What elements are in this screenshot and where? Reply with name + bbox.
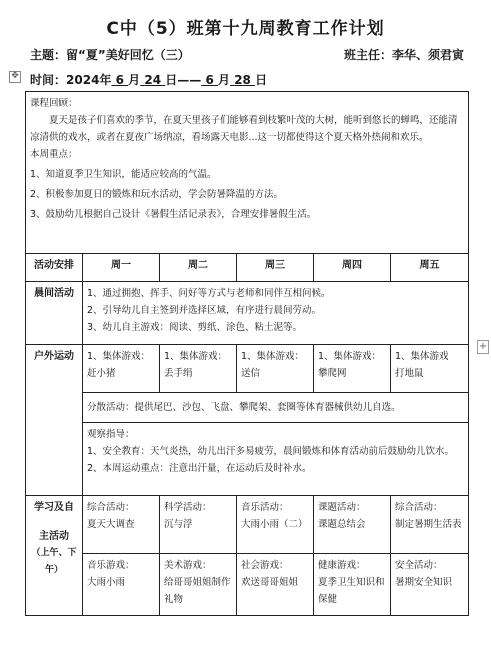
game-name: 送信	[241, 368, 261, 379]
review-text: 夏天是孩子们喜欢的季节，在夏天里孩子们能够看到枝繁叶茂的大树，能听到悠长的蝉鸣，还能清凉清供的戏水，或者在夏夜广场纳凉，看场露天电影...这一切都使得这个夏天格外热闹和欢乐。	[30, 115, 458, 143]
add-column-icon[interactable]: +	[478, 341, 488, 352]
activity-name: 暑期安全知识	[395, 577, 453, 588]
game-name: 丢手绢	[164, 368, 193, 379]
intro-cell	[26, 92, 469, 254]
col-thursday: 周四	[314, 254, 391, 282]
outdoor-guide-row	[26, 423, 469, 496]
time-line	[30, 71, 267, 88]
outdoor-game-mon	[83, 345, 160, 393]
guide-line-2: 2、本周运动重点：注意出汗量，在运动后及时补水。	[87, 463, 312, 474]
morning-content	[83, 282, 469, 345]
focus-item-2: 2、积极参加夏日的锻炼和玩水活动，学会防暑降温的方法。	[30, 189, 284, 200]
activity-name: 制定暑期生活表	[395, 519, 462, 530]
focus-title: 本周重点：	[30, 149, 78, 160]
study-fri-1	[391, 496, 469, 554]
focus-item-3: 3、鼓励幼儿根据自己设计《暑假生活记录表》，合理安排暑假生活。	[30, 209, 317, 220]
study-label	[26, 496, 83, 616]
time-month-start: 6	[115, 73, 124, 87]
activity-title: 美术游戏：	[164, 560, 212, 571]
game-title: 1、集体游戏：	[241, 351, 305, 362]
outdoor-game-wed	[237, 345, 314, 393]
activity-name: 大雨小雨（二）	[241, 519, 308, 530]
guide-title: 观察指导：	[87, 429, 135, 440]
game-name: 攀爬网	[318, 368, 347, 379]
study-row-2	[26, 554, 469, 616]
game-name: 打地鼠	[395, 368, 424, 379]
guide-line-1: 1、安全教育：天气炎热，幼儿出汗多易疲劳，晨间锻炼和体育活动前后鼓励幼儿饮水。	[87, 446, 455, 457]
activity-name: 夏季卫生知识和保健	[318, 577, 385, 605]
outdoor-scattered: 分散活动：提供尾巴、沙包、飞盘、攀爬架、套圈等体育器械供幼儿自选。	[83, 393, 469, 423]
time-label: 时间：	[30, 73, 67, 87]
time-day-start: 24	[144, 73, 162, 87]
activity-name: 沉与浮	[164, 519, 193, 530]
time-year: 2024年	[66, 73, 112, 87]
theme-label: 主题：	[30, 48, 67, 62]
game-title: 1、集体游戏：	[164, 351, 228, 362]
activity-title: 课题活动：	[318, 502, 366, 513]
outdoor-scattered-row	[26, 393, 469, 423]
study-label-line-2: 主活动	[39, 531, 69, 542]
morning-label: 晨间活动	[26, 282, 83, 345]
teacher-info	[344, 46, 464, 63]
outdoor-game-tue	[160, 345, 237, 393]
plan-table	[25, 91, 469, 616]
activity-name: 课题总结会	[318, 519, 366, 530]
time-separator: ——	[177, 73, 202, 87]
activity-name: 大雨小雨	[87, 577, 126, 588]
theme-value: 留“夏”美好回忆（三）	[66, 48, 190, 62]
col-activity: 活动安排	[26, 254, 83, 282]
teacher-value: 李华、须君寅	[391, 48, 464, 62]
header-row	[26, 254, 469, 282]
table-move-handle-icon[interactable]: ✥	[9, 71, 21, 83]
game-title: 1、集体游戏	[395, 351, 449, 362]
month-char: 月	[218, 73, 231, 87]
activity-title: 健康游戏：	[318, 560, 366, 571]
activity-title: 社会游戏：	[241, 560, 289, 571]
game-title: 1、集体游戏：	[318, 351, 382, 362]
outdoor-label: 户外运动	[26, 345, 83, 496]
teacher-label: 班主任：	[343, 48, 392, 62]
study-tue-1	[160, 496, 237, 554]
activity-name: 夏天大调查	[87, 519, 135, 530]
study-thu-1	[314, 496, 391, 554]
focus-item-1: 1、知道夏季卫生知识，能适应较高的气温。	[30, 169, 217, 180]
time-month-end: 6	[205, 73, 214, 87]
morning-line-3: 3、幼儿自主游戏：阅读、剪纸、涂色、粘土泥等。	[87, 322, 303, 333]
activity-title: 综合活动：	[395, 502, 443, 513]
theme-line	[30, 46, 470, 63]
activity-title: 音乐活动：	[241, 502, 289, 513]
day-char: 日	[255, 73, 268, 87]
study-label-line-1: 学习及自	[34, 502, 74, 513]
col-monday: 周一	[83, 254, 160, 282]
study-wed-1	[237, 496, 314, 554]
day-char: 日	[165, 73, 178, 87]
study-mon-1	[83, 496, 160, 554]
review-title: 课程回顾：	[30, 98, 78, 109]
outdoor-game-fri	[391, 345, 469, 393]
activity-title: 安全活动：	[395, 560, 443, 571]
col-wednesday: 周三	[237, 254, 314, 282]
activity-title: 科学活动：	[164, 502, 212, 513]
study-label-line-3: （上午、下午）	[31, 548, 77, 575]
intro-row	[26, 92, 469, 254]
study-wed-2	[237, 554, 314, 616]
morning-row	[26, 282, 469, 345]
game-name: 赶小猪	[87, 368, 116, 379]
study-fri-2	[391, 554, 469, 616]
study-tue-2	[160, 554, 237, 616]
morning-line-2: 2、引导幼儿自主签到并选择区域，有序进行晨间劳动。	[87, 305, 322, 316]
col-tuesday: 周二	[160, 254, 237, 282]
activity-title: 音乐游戏：	[87, 560, 135, 571]
outdoor-game-thu	[314, 345, 391, 393]
activity-name: 给哥哥姐姐制作礼物	[164, 577, 231, 605]
study-mon-2	[83, 554, 160, 616]
game-title: 1、集体游戏：	[87, 351, 151, 362]
study-thu-2	[314, 554, 391, 616]
study-row-1	[26, 496, 469, 554]
col-friday: 周五	[391, 254, 469, 282]
activity-title: 综合活动：	[87, 502, 135, 513]
outdoor-games-row	[26, 345, 469, 393]
month-char: 月	[128, 73, 141, 87]
time-day-end: 28	[234, 73, 251, 87]
morning-line-1: 1、通过拥抱、挥手、问好等方式与老师和同伴互相问候。	[87, 288, 331, 299]
page-title: C中（5）班第十九周教育工作计划	[106, 19, 385, 39]
activity-name: 欢送哥哥姐姐	[241, 577, 299, 588]
outdoor-guide	[83, 423, 469, 496]
